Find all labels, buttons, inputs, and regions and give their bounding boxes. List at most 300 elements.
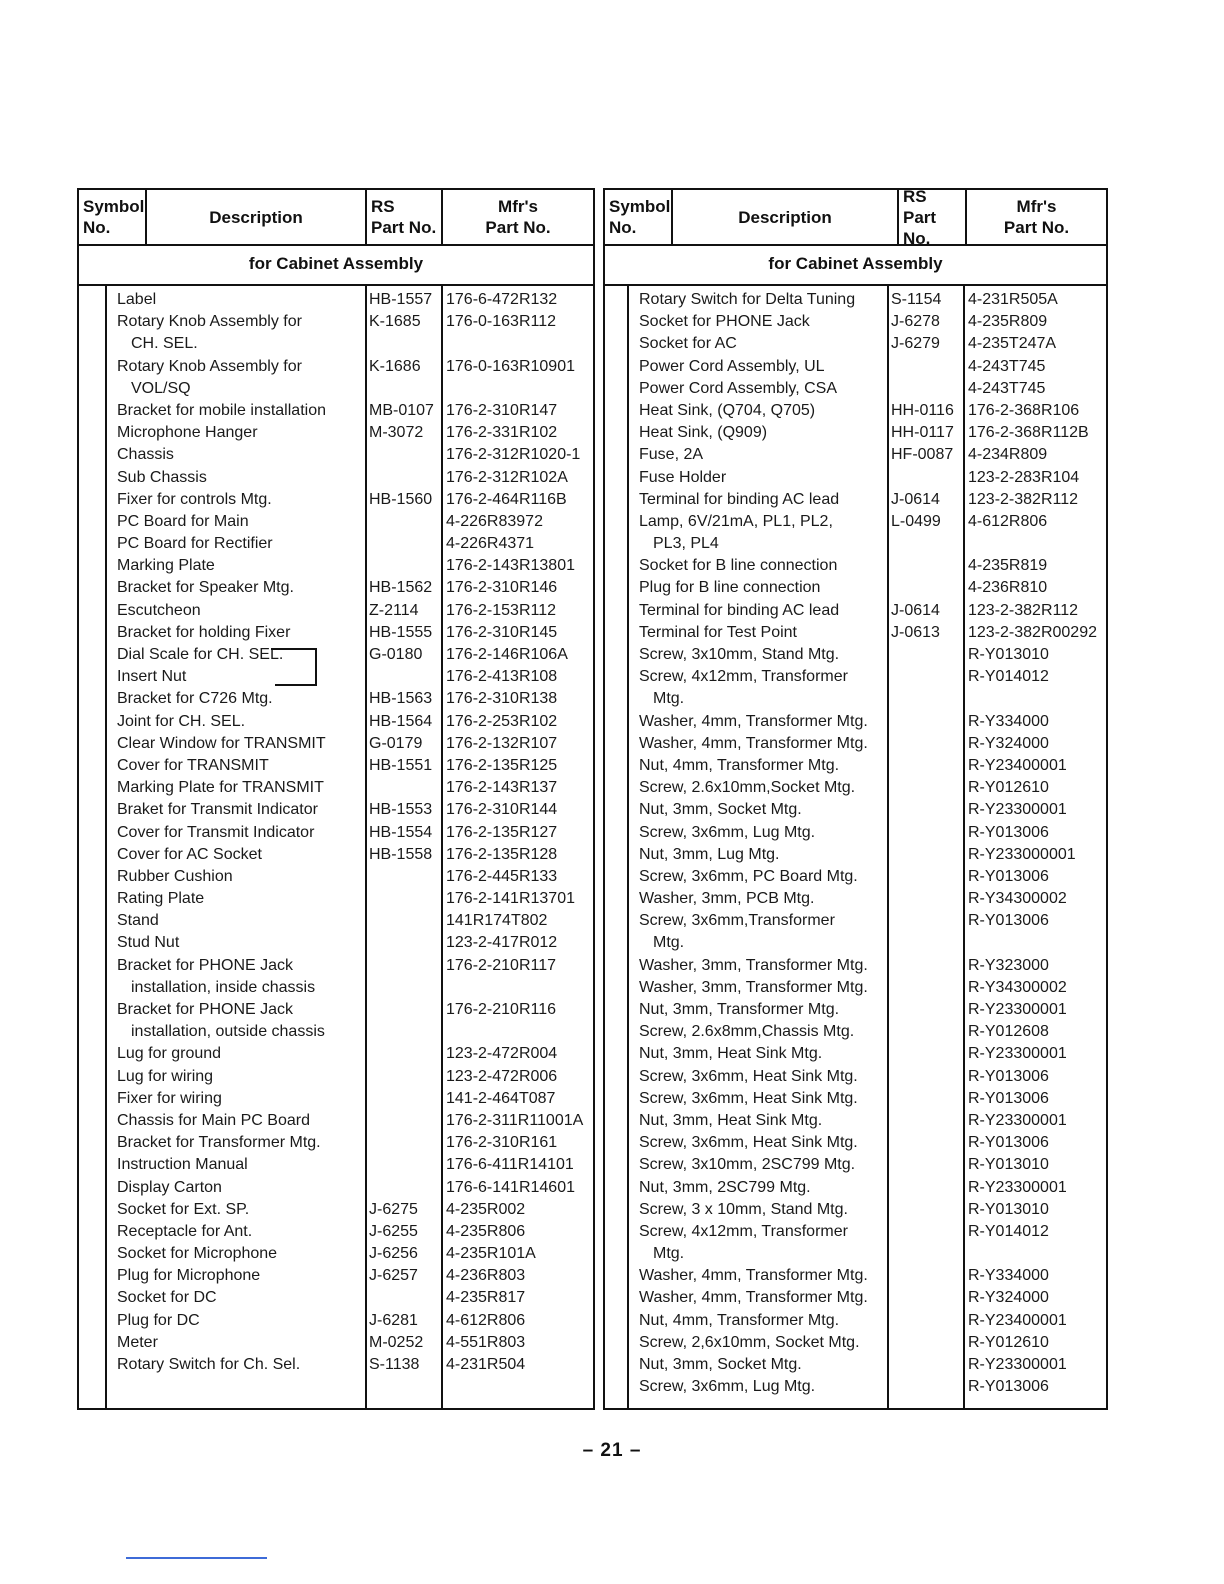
part-description: PC Board for Main [117, 512, 249, 530]
rs-part-number: J-0614 [891, 490, 940, 508]
part-description: Screw, 2,6x10mm, Socket Mtg. [639, 1333, 860, 1351]
mfr-part-number: 176-2-210R116 [446, 1001, 557, 1018]
mfr-part-number: 176-2-135R128 [446, 845, 558, 863]
table-row [79, 888, 593, 910]
table-row [605, 799, 1106, 821]
table-row [605, 888, 1106, 910]
table-row [605, 489, 1106, 511]
table-row [605, 422, 1106, 444]
rs-part-number: HB-1557 [369, 291, 433, 308]
mfr-part-number: R-Y23300001 [968, 801, 1067, 819]
table-row [605, 666, 1106, 688]
table-row [79, 600, 593, 622]
mfr-part-number: 176-0-163R112 [446, 313, 557, 331]
part-description: Nut, 3mm, Heat Sink Mtg. [639, 1045, 823, 1063]
part-description: Lug for ground [117, 1045, 222, 1063]
table-row [79, 977, 593, 999]
header-mfr-part-no: Mfr's Part No. [1003, 197, 1070, 237]
part-description: Nut, 3mm, Lug Mtg. [639, 845, 780, 863]
table-row [79, 289, 593, 311]
rs-part-number: HB-1563 [369, 690, 433, 708]
mfr-part-number: 4-235R101A [446, 1245, 536, 1263]
table-row [79, 666, 593, 688]
mfr-part-number: 176-2-143R137 [446, 779, 558, 797]
part-description: Fuse, 2A [639, 446, 704, 464]
mfr-part-number: 176-2-413R108 [446, 668, 558, 686]
mfr-part-number: 4-236R803 [446, 1267, 526, 1285]
table-row [605, 356, 1106, 378]
part-description: Chassis for Main PC Board [117, 1111, 310, 1129]
rs-part-number: HF-0087 [891, 446, 954, 464]
parts-table-left [77, 188, 595, 1410]
mfr-part-number: 176-2-146R106A [446, 646, 568, 663]
part-description: Meter [117, 1333, 158, 1351]
part-description: Power Cord Assembly, CSA [639, 379, 837, 397]
table-row [605, 1243, 1106, 1265]
part-description: VOL/SQ [131, 379, 191, 397]
table-row [79, 799, 593, 821]
header-rs-part-no: RS Part No. [903, 186, 937, 248]
mfr-part-number: R-Y23300001 [968, 1001, 1067, 1018]
header-symbol-no: Symbol No. [609, 197, 671, 237]
part-description: Chassis [117, 446, 174, 464]
table-row [605, 1066, 1106, 1088]
part-description: Washer, 3mm, Transformer Mtg. [639, 978, 868, 996]
part-description: Rubber Cushion [117, 867, 233, 885]
mfr-part-number: R-Y014012 [968, 1222, 1049, 1240]
part-description: Label [117, 291, 157, 308]
mfr-part-number: 176-2-135R125 [446, 756, 558, 774]
table-row [79, 356, 593, 378]
mfr-part-number: 4-612R806 [968, 512, 1048, 530]
part-description: Socket for Ext. SP. [117, 1200, 250, 1218]
table-row [605, 467, 1106, 489]
mfr-part-number: 4-551R803 [446, 1333, 526, 1351]
part-description: Escutcheon [117, 601, 201, 619]
decorative-rule [126, 1557, 267, 1559]
table-row [79, 311, 593, 333]
table-row [79, 688, 593, 710]
rs-part-number: J-6281 [369, 1311, 418, 1329]
table-row [79, 755, 593, 777]
rs-part-number: HB-1551 [369, 756, 433, 774]
parts-list [79, 286, 593, 1376]
section-title: for Cabinet Assembly [605, 244, 1106, 286]
part-description: Nut, 4mm, Transformer Mtg. [639, 756, 840, 774]
mfr-part-number: R-Y323000 [968, 956, 1049, 974]
rs-part-number: HH-0116 [891, 401, 954, 419]
part-description: Mtg. [653, 690, 685, 708]
mfr-part-number: 176-2-210R117 [446, 956, 557, 974]
part-description: Rating Plate [117, 890, 205, 908]
part-description: Socket for B line connection [639, 557, 838, 575]
mfr-part-number: R-Y233000001 [968, 845, 1076, 863]
part-description: Washer, 4mm, Transformer Mtg. [639, 1267, 868, 1285]
part-description: installation, inside chassis [131, 978, 316, 996]
table-row [79, 467, 593, 489]
part-description: Washer, 4mm, Transformer Mtg. [639, 1289, 868, 1307]
part-description: Fuse Holder [639, 468, 727, 486]
part-description: PL3, PL4 [653, 535, 719, 553]
mfr-part-number: 176-2-311R11001A [446, 1111, 584, 1129]
mfr-part-number: 176-0-163R10901 [446, 357, 575, 375]
table-row [79, 422, 593, 444]
table-row [79, 1154, 593, 1176]
mfr-part-number: 176-2-153R112 [446, 601, 557, 619]
table-row [605, 1132, 1106, 1154]
table-row [605, 777, 1106, 799]
mfr-part-number: 176-2-143R13801 [446, 557, 575, 575]
table-row [79, 1310, 593, 1332]
table-row [79, 511, 593, 533]
rs-part-number: S-1138 [369, 1356, 420, 1373]
part-description: Joint for CH. SEL. [117, 712, 246, 730]
part-description: Nut, 3mm, Heat Sink Mtg. [639, 1111, 823, 1129]
part-description: PC Board for Rectifier [117, 535, 273, 553]
table-row [605, 910, 1106, 932]
mfr-part-number: 4-236R810 [968, 579, 1048, 597]
part-description: Rotary Switch for Ch. Sel. [117, 1356, 301, 1373]
table-row [605, 977, 1106, 999]
part-description: Bracket for C726 Mtg. [117, 690, 273, 708]
part-description: Receptacle for Ant. [117, 1222, 253, 1240]
mfr-part-number: 176-2-310R161 [446, 1134, 558, 1152]
part-description: Mtg. [653, 934, 685, 952]
table-row [605, 1287, 1106, 1309]
mfr-part-number: 123-2-382R112 [968, 490, 1079, 508]
mfr-part-number: 176-2-141R13701 [446, 890, 575, 908]
table-row [605, 1265, 1106, 1287]
part-description: Screw, 4x12mm, Transformer [639, 668, 848, 686]
rs-part-number: HH-0117 [891, 424, 954, 442]
rs-part-number: MB-0107 [369, 401, 434, 419]
table-row [605, 1332, 1106, 1354]
mfr-part-number: 176-6-472R132 [446, 291, 558, 308]
mfr-part-number: 123-2-417R012 [446, 934, 558, 952]
part-description: Screw, 3x6mm, PC Board Mtg. [639, 867, 858, 885]
part-description: Socket for PHONE Jack [639, 313, 810, 331]
part-description: Bracket for Transformer Mtg. [117, 1134, 321, 1152]
part-description: Microphone Hanger [117, 424, 258, 442]
table-row [605, 1154, 1106, 1176]
mfr-part-number: R-Y23300001 [968, 1111, 1067, 1129]
table-row [605, 1021, 1106, 1043]
rs-part-number: HB-1564 [369, 712, 433, 730]
part-description: Plug for Microphone [117, 1267, 261, 1285]
table-row [605, 600, 1106, 622]
mfr-part-number: 176-2-310R146 [446, 579, 558, 597]
header-rs-part-no: RS Part No. [371, 197, 437, 237]
table-row [605, 955, 1106, 977]
table-row [79, 955, 593, 977]
mfr-part-number: 123-2-283R104 [968, 468, 1080, 486]
part-description: Braket for Transmit Indicator [117, 801, 318, 819]
table-row [605, 1310, 1106, 1332]
mfr-part-number: 4-235R002 [446, 1200, 526, 1218]
rs-part-number: J-6256 [369, 1245, 418, 1263]
table-row [605, 444, 1106, 466]
rs-part-number: HB-1554 [369, 823, 433, 841]
part-description: Dial Scale for CH. SEL. [117, 646, 284, 663]
mfr-part-number: 141R174T802 [446, 912, 548, 930]
part-description: Socket for AC [639, 335, 737, 353]
mfr-part-number: 4-235R806 [446, 1222, 526, 1240]
mfr-part-number: R-Y324000 [968, 734, 1049, 752]
mfr-part-number: 4-231R505A [968, 291, 1058, 308]
part-description: Screw, 3x6mm, Heat Sink Mtg. [639, 1089, 858, 1107]
mfr-part-number: R-Y23300001 [968, 1178, 1067, 1196]
table-header [79, 190, 593, 246]
table-row [79, 1110, 593, 1132]
part-description: Screw, 3 x 10mm, Stand Mtg. [639, 1200, 848, 1218]
mfr-part-number: 123-2-382R112 [968, 601, 1079, 619]
mfr-part-number: 4-226R4371 [446, 535, 535, 553]
mfr-part-number: 123-2-472R004 [446, 1045, 558, 1063]
table-row [79, 378, 593, 400]
rs-part-number: G-0180 [369, 646, 423, 663]
rs-part-number: HB-1562 [369, 579, 433, 597]
parts-list [605, 286, 1106, 1398]
part-description: Marking Plate for TRANSMIT [117, 779, 324, 797]
mfr-part-number: R-Y34300002 [968, 978, 1067, 996]
table-row [605, 688, 1106, 710]
mfr-part-number: 176-2-253R102 [446, 712, 558, 730]
part-description: Rotary Knob Assembly for [117, 357, 302, 375]
part-description: Washer, 3mm, PCB Mtg. [639, 890, 815, 908]
mfr-part-number: R-Y013010 [968, 1156, 1049, 1174]
part-description: Bracket for holding Fixer [117, 623, 291, 641]
rs-part-number: K-1686 [369, 357, 421, 375]
table-row [79, 444, 593, 466]
mfr-part-number: 4-235T247A [968, 335, 1057, 353]
table-row [79, 999, 593, 1021]
mfr-part-number: R-Y013010 [968, 646, 1049, 663]
mfr-part-number: 176-2-310R138 [446, 690, 558, 708]
part-description: Fixer for wiring [117, 1089, 222, 1107]
table-row [605, 1354, 1106, 1376]
rs-part-number: J-6255 [369, 1222, 418, 1240]
mfr-part-number: 4-243T745 [968, 357, 1046, 375]
header-mfr-part-no: Mfr's Part No. [485, 197, 551, 237]
table-row [79, 1287, 593, 1309]
part-description: Stud Nut [117, 934, 180, 952]
mfr-part-number: 176-2-135R127 [446, 823, 558, 841]
part-description: Display Carton [117, 1178, 222, 1196]
part-description: Nut, 3mm, Socket Mtg. [639, 801, 802, 819]
table-row [605, 1088, 1106, 1110]
mfr-part-number: R-Y013006 [968, 1134, 1049, 1152]
table-row [79, 822, 593, 844]
part-description: Screw, 2.6x10mm,Socket Mtg. [639, 779, 856, 797]
mfr-part-number: R-Y013010 [968, 1200, 1049, 1218]
table-row [605, 511, 1106, 533]
mfr-part-number: 176-6-141R14601 [446, 1178, 575, 1196]
part-description: CH. SEL. [131, 335, 198, 353]
table-row [605, 844, 1106, 866]
rs-part-number: HB-1553 [369, 801, 433, 819]
mfr-part-number: R-Y34300002 [968, 890, 1067, 908]
table-row [605, 622, 1106, 644]
part-description: Nut, 3mm, Transformer Mtg. [639, 1001, 840, 1018]
rs-part-number: HB-1560 [369, 490, 433, 508]
table-row [79, 1243, 593, 1265]
table-row [605, 577, 1106, 599]
part-description: Cover for Transmit Indicator [117, 823, 315, 841]
mfr-part-number: 4-235R809 [968, 313, 1048, 331]
mfr-part-number: 176-2-132R107 [446, 734, 558, 752]
mfr-part-number: 176-2-331R102 [446, 424, 558, 442]
part-description: Terminal for Test Point [639, 623, 797, 641]
mfr-part-number: 4-231R504 [446, 1356, 526, 1373]
section-title: for Cabinet Assembly [79, 244, 593, 286]
table-row [79, 910, 593, 932]
header-description: Description [738, 207, 832, 227]
part-description: Screw, 3x10mm, 2SC799 Mtg. [639, 1156, 856, 1174]
mfr-part-number: R-Y012610 [968, 1333, 1049, 1351]
table-row [79, 1199, 593, 1221]
table-row [79, 555, 593, 577]
rs-part-number: J-6275 [369, 1200, 418, 1218]
part-description: Bracket for mobile installation [117, 401, 326, 419]
table-row [79, 577, 593, 599]
mfr-part-number: R-Y324000 [968, 1289, 1049, 1307]
page-number: – 21 – [582, 1440, 642, 1461]
rs-part-number: J-0614 [891, 601, 940, 619]
part-description: Marking Plate [117, 557, 215, 575]
mfr-part-number: 4-226R83972 [446, 512, 543, 530]
mfr-part-number: R-Y23400001 [968, 1311, 1067, 1329]
part-description: Screw, 3x6mm, Lug Mtg. [639, 823, 816, 841]
part-description: Plug for B line connection [639, 579, 821, 597]
part-description: Washer, 4mm, Transformer Mtg. [639, 712, 868, 730]
table-row [605, 932, 1106, 954]
part-description: Nut, 4mm, Transformer Mtg. [639, 1311, 840, 1329]
rs-part-number: J-0613 [891, 623, 940, 641]
mfr-part-number: R-Y012608 [968, 1023, 1049, 1041]
part-description: Screw, 3x6mm, Heat Sink Mtg. [639, 1067, 858, 1085]
part-description: Socket for Microphone [117, 1245, 278, 1263]
header-description: Description [209, 207, 303, 227]
mfr-part-number: R-Y23400001 [968, 756, 1067, 774]
rs-part-number: J-6279 [891, 335, 940, 353]
mfr-part-number: 176-6-411R14101 [446, 1156, 574, 1174]
table-row [605, 822, 1106, 844]
table-row [79, 622, 593, 644]
mfr-part-number: R-Y334000 [968, 712, 1049, 730]
part-description: Rotary Switch for Delta Tuning [639, 291, 856, 308]
rs-part-number: J-6278 [891, 313, 940, 331]
mfr-part-number: R-Y013006 [968, 823, 1049, 841]
mfr-part-number: R-Y014012 [968, 668, 1049, 686]
part-description: Socket for DC [117, 1289, 217, 1307]
table-row [79, 400, 593, 422]
mfr-part-number: 176-2-312R102A [446, 468, 568, 486]
table-row [605, 1199, 1106, 1221]
mfr-part-number: 176-2-310R145 [446, 623, 558, 641]
table-row [79, 1021, 593, 1043]
mfr-part-number: 176-2-310R144 [446, 801, 558, 819]
part-description: Screw, 3x6mm, Lug Mtg. [639, 1378, 816, 1396]
table-row [79, 777, 593, 799]
table-row [605, 311, 1106, 333]
mfr-part-number: 123-2-472R006 [446, 1067, 558, 1085]
table-row [605, 711, 1106, 733]
part-description: Stand [117, 912, 159, 930]
part-description: Bracket for PHONE Jack [117, 956, 294, 974]
table-row [79, 1043, 593, 1065]
part-description: Heat Sink, (Q909) [639, 424, 768, 442]
table-row [605, 333, 1106, 355]
part-description: Terminal for binding AC lead [639, 601, 840, 619]
mfr-part-number: 176-2-368R112B [968, 424, 1089, 442]
table-row [605, 1043, 1106, 1065]
mfr-part-number: R-Y013006 [968, 912, 1049, 930]
rs-part-number: Z-2114 [369, 601, 419, 619]
mfr-part-number: R-Y334000 [968, 1267, 1049, 1285]
table-row [79, 932, 593, 954]
table-row [79, 1177, 593, 1199]
mfr-part-number: 176-2-312R1020-1 [446, 446, 581, 464]
part-description: Cover for AC Socket [117, 845, 262, 863]
part-description: Insert Nut [117, 668, 187, 686]
part-description: Cover for TRANSMIT [117, 756, 269, 774]
rs-part-number: HB-1555 [369, 623, 433, 641]
table-row [605, 999, 1106, 1021]
part-description: Heat Sink, (Q704, Q705) [639, 401, 816, 419]
mfr-part-number: 176-2-445R133 [446, 867, 558, 885]
part-description: Lug for wiring [117, 1067, 214, 1085]
part-description: Nut, 3mm, Socket Mtg. [639, 1356, 802, 1373]
part-description: Screw, 3x6mm, Heat Sink Mtg. [639, 1134, 858, 1152]
mfr-part-number: R-Y013006 [968, 1378, 1049, 1396]
table-row [79, 533, 593, 555]
mfr-part-number: 141-2-464T087 [446, 1089, 556, 1107]
mfr-part-number: 176-2-310R147 [446, 401, 558, 419]
mfr-part-number: 4-612R806 [446, 1311, 526, 1329]
mfr-part-number: 176-2-464R116B [446, 490, 567, 508]
rs-part-number: K-1685 [369, 313, 421, 331]
header-symbol-no: Symbol No. [83, 197, 145, 237]
table-row [79, 866, 593, 888]
rs-part-number: J-6257 [369, 1267, 418, 1285]
mfr-part-number: R-Y013006 [968, 1089, 1049, 1107]
mfr-part-number: 4-234R809 [968, 446, 1048, 464]
part-description: Screw, 4x12mm, Transformer [639, 1222, 848, 1240]
mfr-part-number: R-Y23300001 [968, 1045, 1067, 1063]
table-row [605, 644, 1106, 666]
table-row [605, 555, 1106, 577]
mfr-part-number: 4-235R819 [968, 557, 1048, 575]
table-row [79, 733, 593, 755]
table-row [605, 1376, 1106, 1398]
table-row [605, 755, 1106, 777]
rs-part-number: HB-1558 [369, 845, 433, 863]
part-description: Washer, 4mm, Transformer Mtg. [639, 734, 868, 752]
part-description: Bracket for Speaker Mtg. [117, 579, 294, 597]
rs-part-number: L-0499 [891, 512, 941, 530]
table-row [605, 1110, 1106, 1132]
part-description: Nut, 3mm, 2SC799 Mtg. [639, 1178, 811, 1196]
table-row [605, 400, 1106, 422]
part-description: Bracket for PHONE Jack [117, 1001, 294, 1018]
table-row [605, 533, 1106, 555]
part-description: Sub Chassis [117, 468, 207, 486]
mfr-part-number: R-Y013006 [968, 867, 1049, 885]
table-row [605, 1221, 1106, 1243]
mfr-part-number: 123-2-382R00292 [968, 623, 1097, 641]
table-row [605, 866, 1106, 888]
part-description: Mtg. [653, 1245, 685, 1263]
